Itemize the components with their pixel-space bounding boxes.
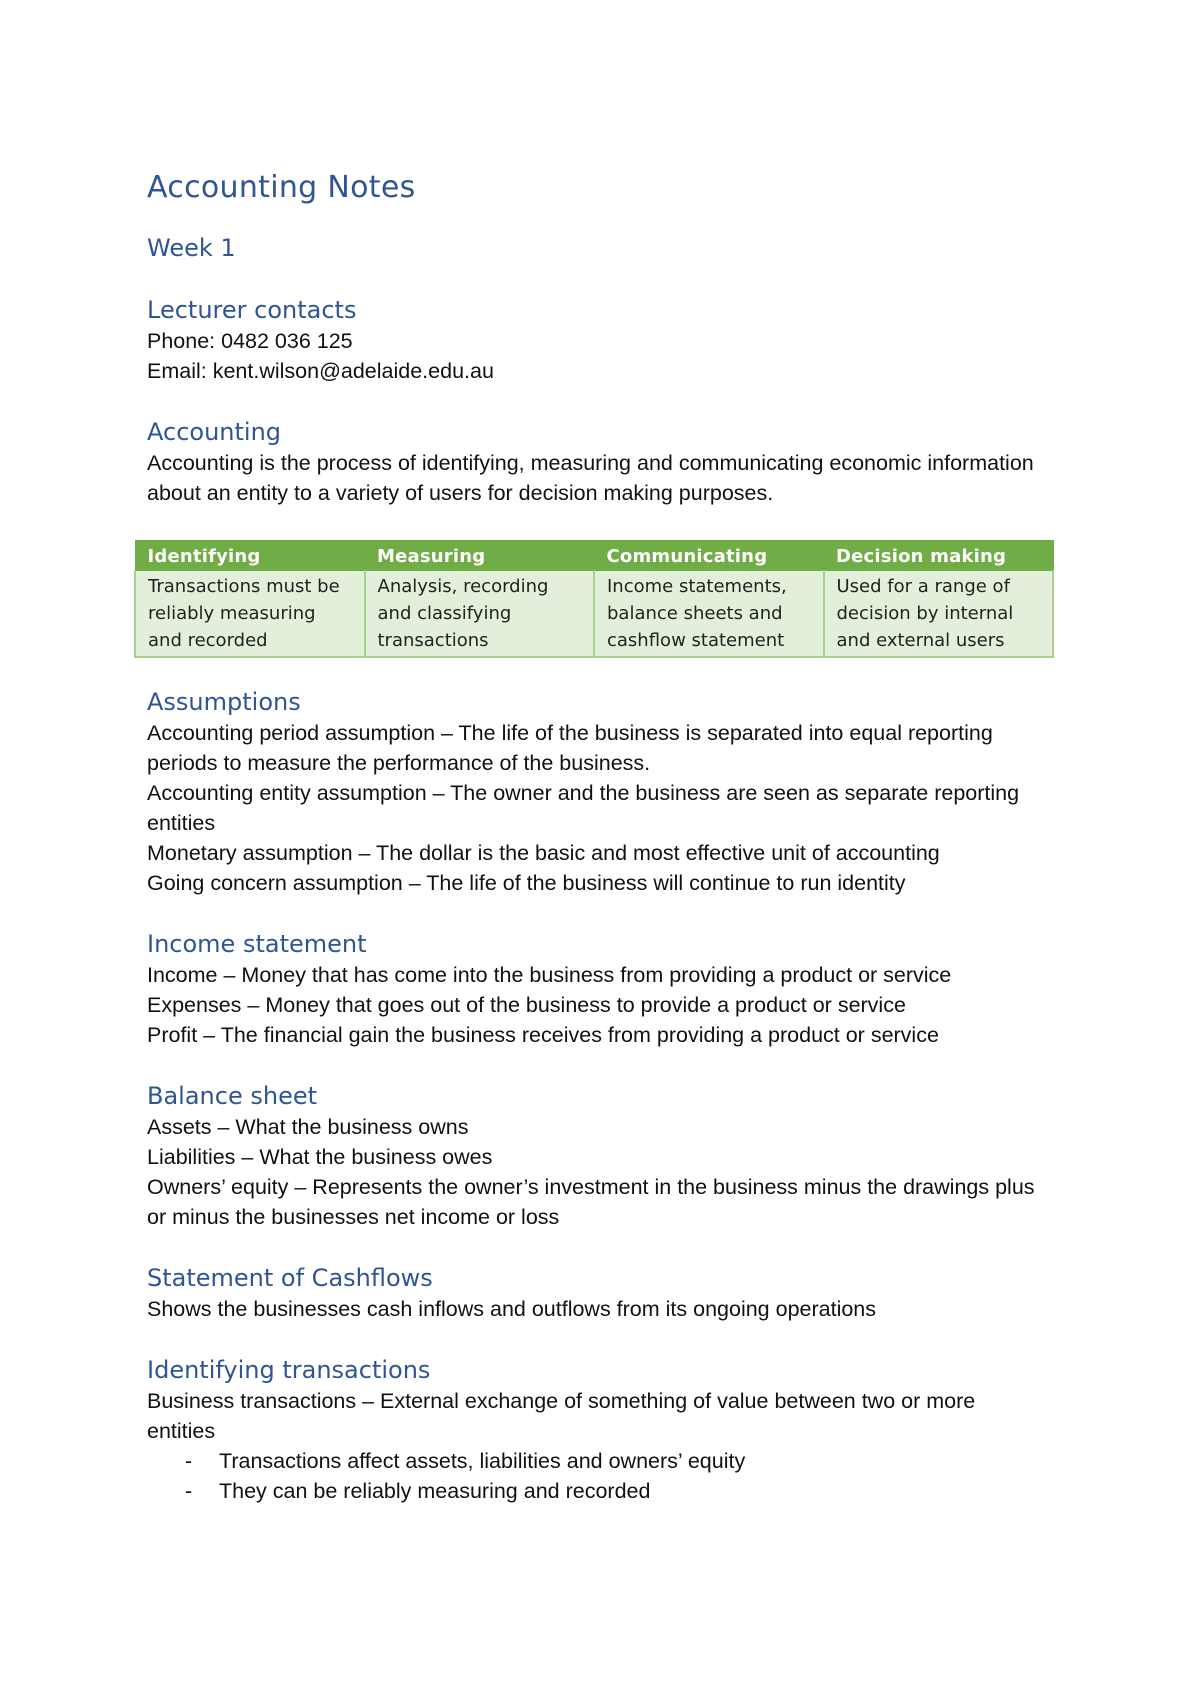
assets-definition: Assets – What the business owns xyxy=(147,1115,469,1139)
lecturer-email: Email: kent.wilson@adelaide.edu.au xyxy=(147,359,494,383)
liabilities-definition: Liabilities – What the business owes xyxy=(147,1145,493,1169)
transactions-bullet-list xyxy=(147,1446,1047,1506)
cashflows-definition: Shows the businesses cash inflows and outflows from its ongoing operations xyxy=(147,1297,877,1321)
assumptions-section xyxy=(147,686,1047,898)
bullet-dash: - xyxy=(185,1479,193,1503)
accounting-heading: Accounting xyxy=(147,418,282,446)
table-cell-communicating: Income statements, balance sheets and cashflow statement xyxy=(594,571,824,658)
assumption-monetary: Monetary assumption – The dollar is the basic and most effective unit of accounting xyxy=(147,841,940,865)
table-header-row xyxy=(135,541,1053,571)
expenses-definition: Expenses – Money that goes out of the business to provide a product or service xyxy=(147,993,906,1017)
lecturer-heading: Lecturer contacts xyxy=(147,296,357,324)
list-item-text: They can be reliably measuring and recorded xyxy=(219,1479,651,1503)
table-cell-identifying: Transactions must be reliably measuring and recorded xyxy=(135,571,365,658)
identifying-transactions-heading: Identifying transactions xyxy=(147,1356,431,1384)
accounting-process-table xyxy=(134,540,1054,658)
table-header-decision-making: Decision making xyxy=(824,541,1054,571)
table-header-identifying: Identifying xyxy=(135,541,365,571)
table-header-communicating: Communicating xyxy=(594,541,824,571)
business-transactions-definition: Business transactions – External exchange of something of value between two or more entities xyxy=(147,1389,976,1443)
accounting-section xyxy=(147,416,1047,508)
owners-equity-definition: Owners’ equity – Represents the owner’s investment in the business minus the drawings plus or minus the businesses net income or loss xyxy=(147,1175,1035,1229)
document-title: Accounting Notes xyxy=(147,170,416,205)
week-heading: Week 1 xyxy=(147,234,236,262)
cashflows-heading: Statement of Cashflows xyxy=(147,1264,433,1292)
list-item xyxy=(185,1476,1047,1506)
lecturer-section xyxy=(147,294,1047,386)
document-page xyxy=(147,168,1047,1506)
bullet-dash: - xyxy=(185,1449,193,1473)
income-statement-heading: Income statement xyxy=(147,930,367,958)
assumption-accounting-entity: Accounting entity assumption – The owner and the business are seen as separate reporting entities xyxy=(147,781,1020,835)
balance-sheet-heading: Balance sheet xyxy=(147,1082,318,1110)
accounting-definition: Accounting is the process of identifying, measuring and communicating economic information about an entity to a variety of users for decision making purposes. xyxy=(147,451,1034,505)
table-row xyxy=(135,571,1053,658)
assumptions-heading: Assumptions xyxy=(147,688,301,716)
table-cell-measuring: Analysis, recording and classifying transactions xyxy=(365,571,595,658)
assumption-going-concern: Going concern assumption – The life of the business will continue to run identity xyxy=(147,871,906,895)
profit-definition: Profit – The financial gain the business receives from providing a product or service xyxy=(147,1023,939,1047)
identifying-transactions-section xyxy=(147,1354,1047,1506)
balance-sheet-section xyxy=(147,1080,1047,1232)
list-item xyxy=(185,1446,1047,1476)
lecturer-phone: Phone: 0482 036 125 xyxy=(147,329,353,353)
cashflows-section xyxy=(147,1262,1047,1324)
income-statement-section xyxy=(147,928,1047,1050)
table-cell-decision-making: Used for a range of decision by internal and external users xyxy=(824,571,1054,658)
income-definition: Income – Money that has come into the business from providing a product or service xyxy=(147,963,952,987)
assumption-accounting-period: Accounting period assumption – The life of the business is separated into equal reporting periods to measure the performance of the business. xyxy=(147,721,993,775)
table-header-measuring: Measuring xyxy=(365,541,595,571)
list-item-text: Transactions affect assets, liabilities and owners’ equity xyxy=(219,1449,746,1473)
